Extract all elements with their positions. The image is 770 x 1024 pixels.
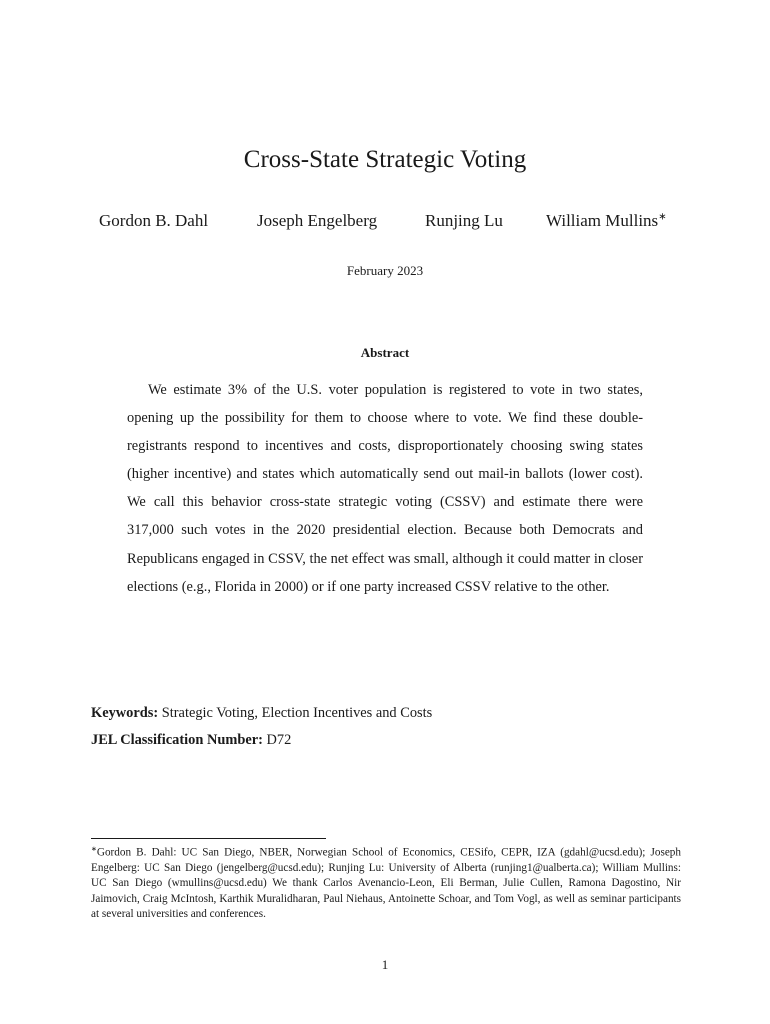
author-name: Joseph Engelberg [257,211,378,230]
author-name: Runjing Lu [425,211,503,230]
page-number: 1 [381,957,389,972]
paper-title: Cross-State Strategic Voting [243,146,527,173]
publication-date: February 2023 [346,263,424,278]
footnote-marker: ∗ [91,845,97,853]
author-1 [99,211,208,231]
jel-label: JEL Classification Number: [91,732,263,748]
footnote-marker: ∗ [658,211,667,223]
footnote-divider [91,838,326,839]
footnote [91,842,681,922]
author-name: Gordon B. Dahl [99,211,209,230]
abstract-heading: Abstract [360,345,410,360]
author-2 [257,211,377,231]
author-3 [425,211,503,231]
keywords-label: Keywords: [91,705,159,721]
jel-line [91,732,691,749]
abstract-text: We estimate 3% of the U.S. voter population is registered to vote in two states, opening up the possibility for them to choose where to vote. We find these double-registrants respond to incentives and costs, disproportionately choosing swing states (higher incentive) and states which automatically send out mail-in ballots (lower cost). We call this behavior cross-state strategic voting (CSSV) and estimate there were 317,000 such votes in the 2020 presidential election. Because both Democrats and Republicans engaged in CSSV, the net effect was small, although it could matter in closer elections (e.g., Florida in 2000) or if one party increased CSSV relative to the other. [127,382,643,595]
author-list [0,211,770,235]
footnote-text: Gordon B. Dahl: UC San Diego, NBER, Norwegian School of Economics, CESifo, CEPR, IZA (gdahl@ucsd.edu); Joseph Engelberg: UC San Diego (jengelberg@ucsd.edu); Runjing Lu: University of Alberta (runjing1@ualberta.ca); William Mullins: UC San Diego (wmullins@ucsd.edu) We thank Carlos Avenancio-Leon, Eli Berman, Julie Cullen, Ramona Dagostino, Nir Jaimovich, Craig McIntosh, Karthik Muralidharan, Paul Niehaus, Antoinette Schoar, and Tom Vogl, as well as seminar participants at several universities and conferences. [91,846,681,920]
jel-value: D72 [266,732,292,748]
author-name: William Mullins [546,211,659,230]
author-4 [546,211,667,231]
keywords-line [91,705,691,722]
keywords-value: Strategic Voting, Election Incentives and Costs [161,705,433,721]
